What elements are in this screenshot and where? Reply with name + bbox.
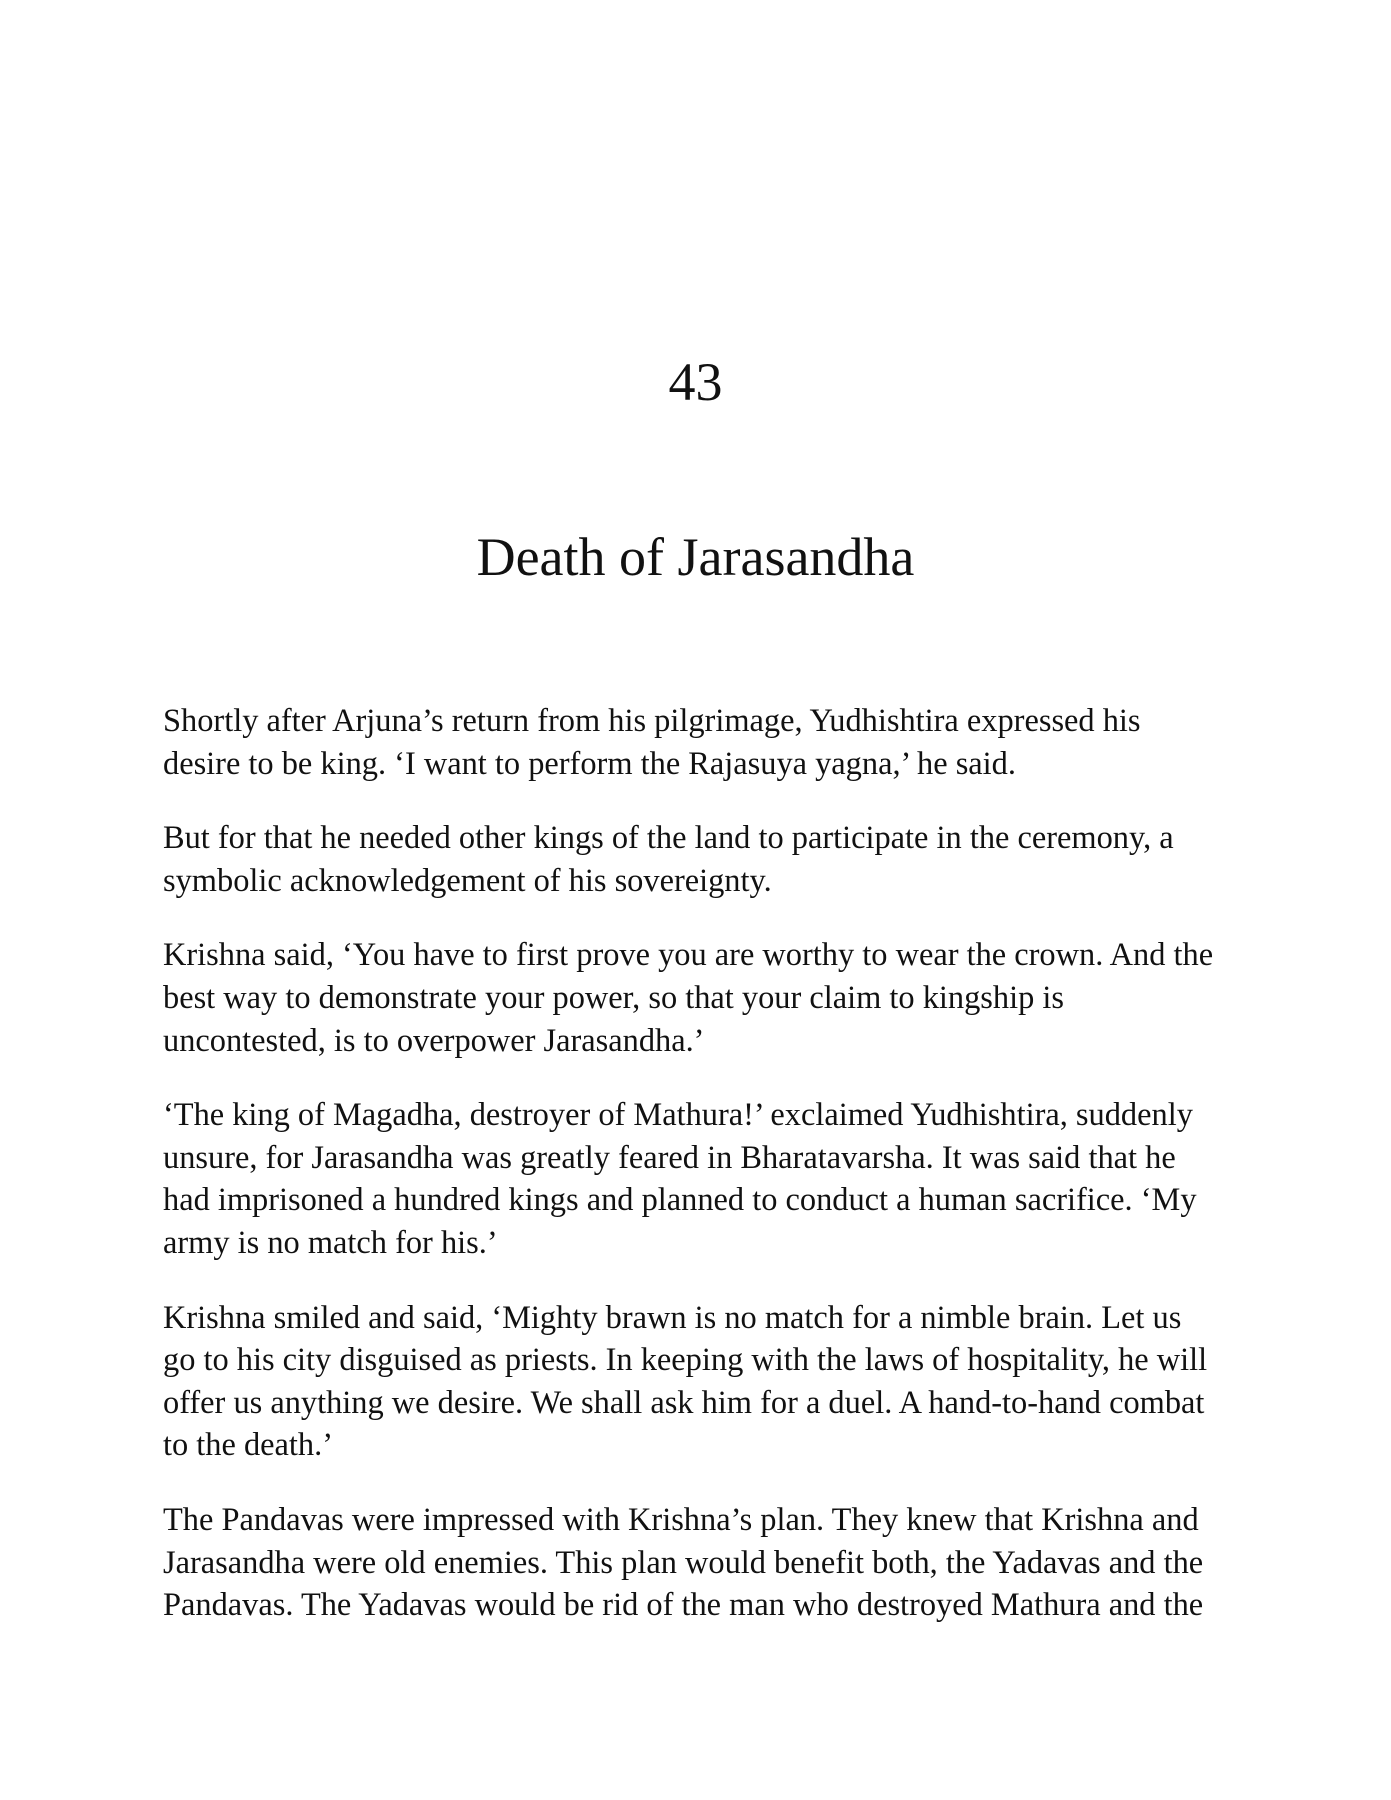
text-line: best way to demonstrate your power, so that your claim to kingship is (163, 979, 1064, 1016)
text-line: offer us anything we desire. We shall ask him for a duel. A hand-to-hand combat (163, 1384, 1205, 1421)
chapter-body (163, 700, 1243, 1659)
text-line: But for that he needed other kings of the land to participate in the ceremony, a (163, 820, 1174, 857)
text-line: The Pandavas were impressed with Krishna’s plan. They knew that Krishna and (163, 1501, 1199, 1538)
text-line: Shortly after Arjuna’s return from his pilgrimage, Yudhishtira expressed his (163, 703, 1141, 739)
chapter-title: Death of Jarasandha (476, 527, 915, 587)
paragraph-5 (163, 1297, 1243, 1467)
text-line: Krishna smiled and said, ‘Mighty brawn is no match for a nimble brain. Let us (163, 1299, 1182, 1336)
text-line: desire to be king. ‘I want to perform the Rajasuya yagna,’ he said. (163, 745, 1016, 782)
paragraph-6 (163, 1499, 1243, 1627)
paragraph-4 (163, 1094, 1243, 1264)
text-line: uncontested, is to overpower Jarasandha.’ (163, 1022, 705, 1059)
text-line: to the death.’ (163, 1427, 333, 1464)
text-line: go to his city disguised as priests. In keeping with the laws of hospitality, he will (163, 1342, 1208, 1379)
paragraph-3 (163, 934, 1243, 1062)
text-line: had imprisoned a hundred kings and planned to conduct a human sacrifice. ‘My (163, 1182, 1197, 1219)
text-line: army is no match for his.’ (163, 1224, 498, 1261)
text-line: Krishna said, ‘You have to first prove you are worthy to wear the crown. And the (163, 937, 1214, 974)
text-line: unsure, for Jarasandha was greatly feared in Bharatavarsha. It was said that he (163, 1139, 1176, 1176)
chapter-number: 43 (668, 352, 723, 412)
paragraph-2 (163, 817, 1243, 902)
text-line: ‘The king of Magadha, destroyer of Mathura!’ exclaimed Yudhishtira, suddenly (163, 1097, 1193, 1134)
paragraph-1 (163, 700, 1243, 785)
text-line: Jarasandha were old enemies. This plan would benefit both, the Yadavas and the (163, 1544, 1204, 1581)
text-line: Pandavas. The Yadavas would be rid of the man who destroyed Mathura and the (163, 1587, 1204, 1624)
text-line: symbolic acknowledgement of his sovereignty. (163, 862, 772, 899)
